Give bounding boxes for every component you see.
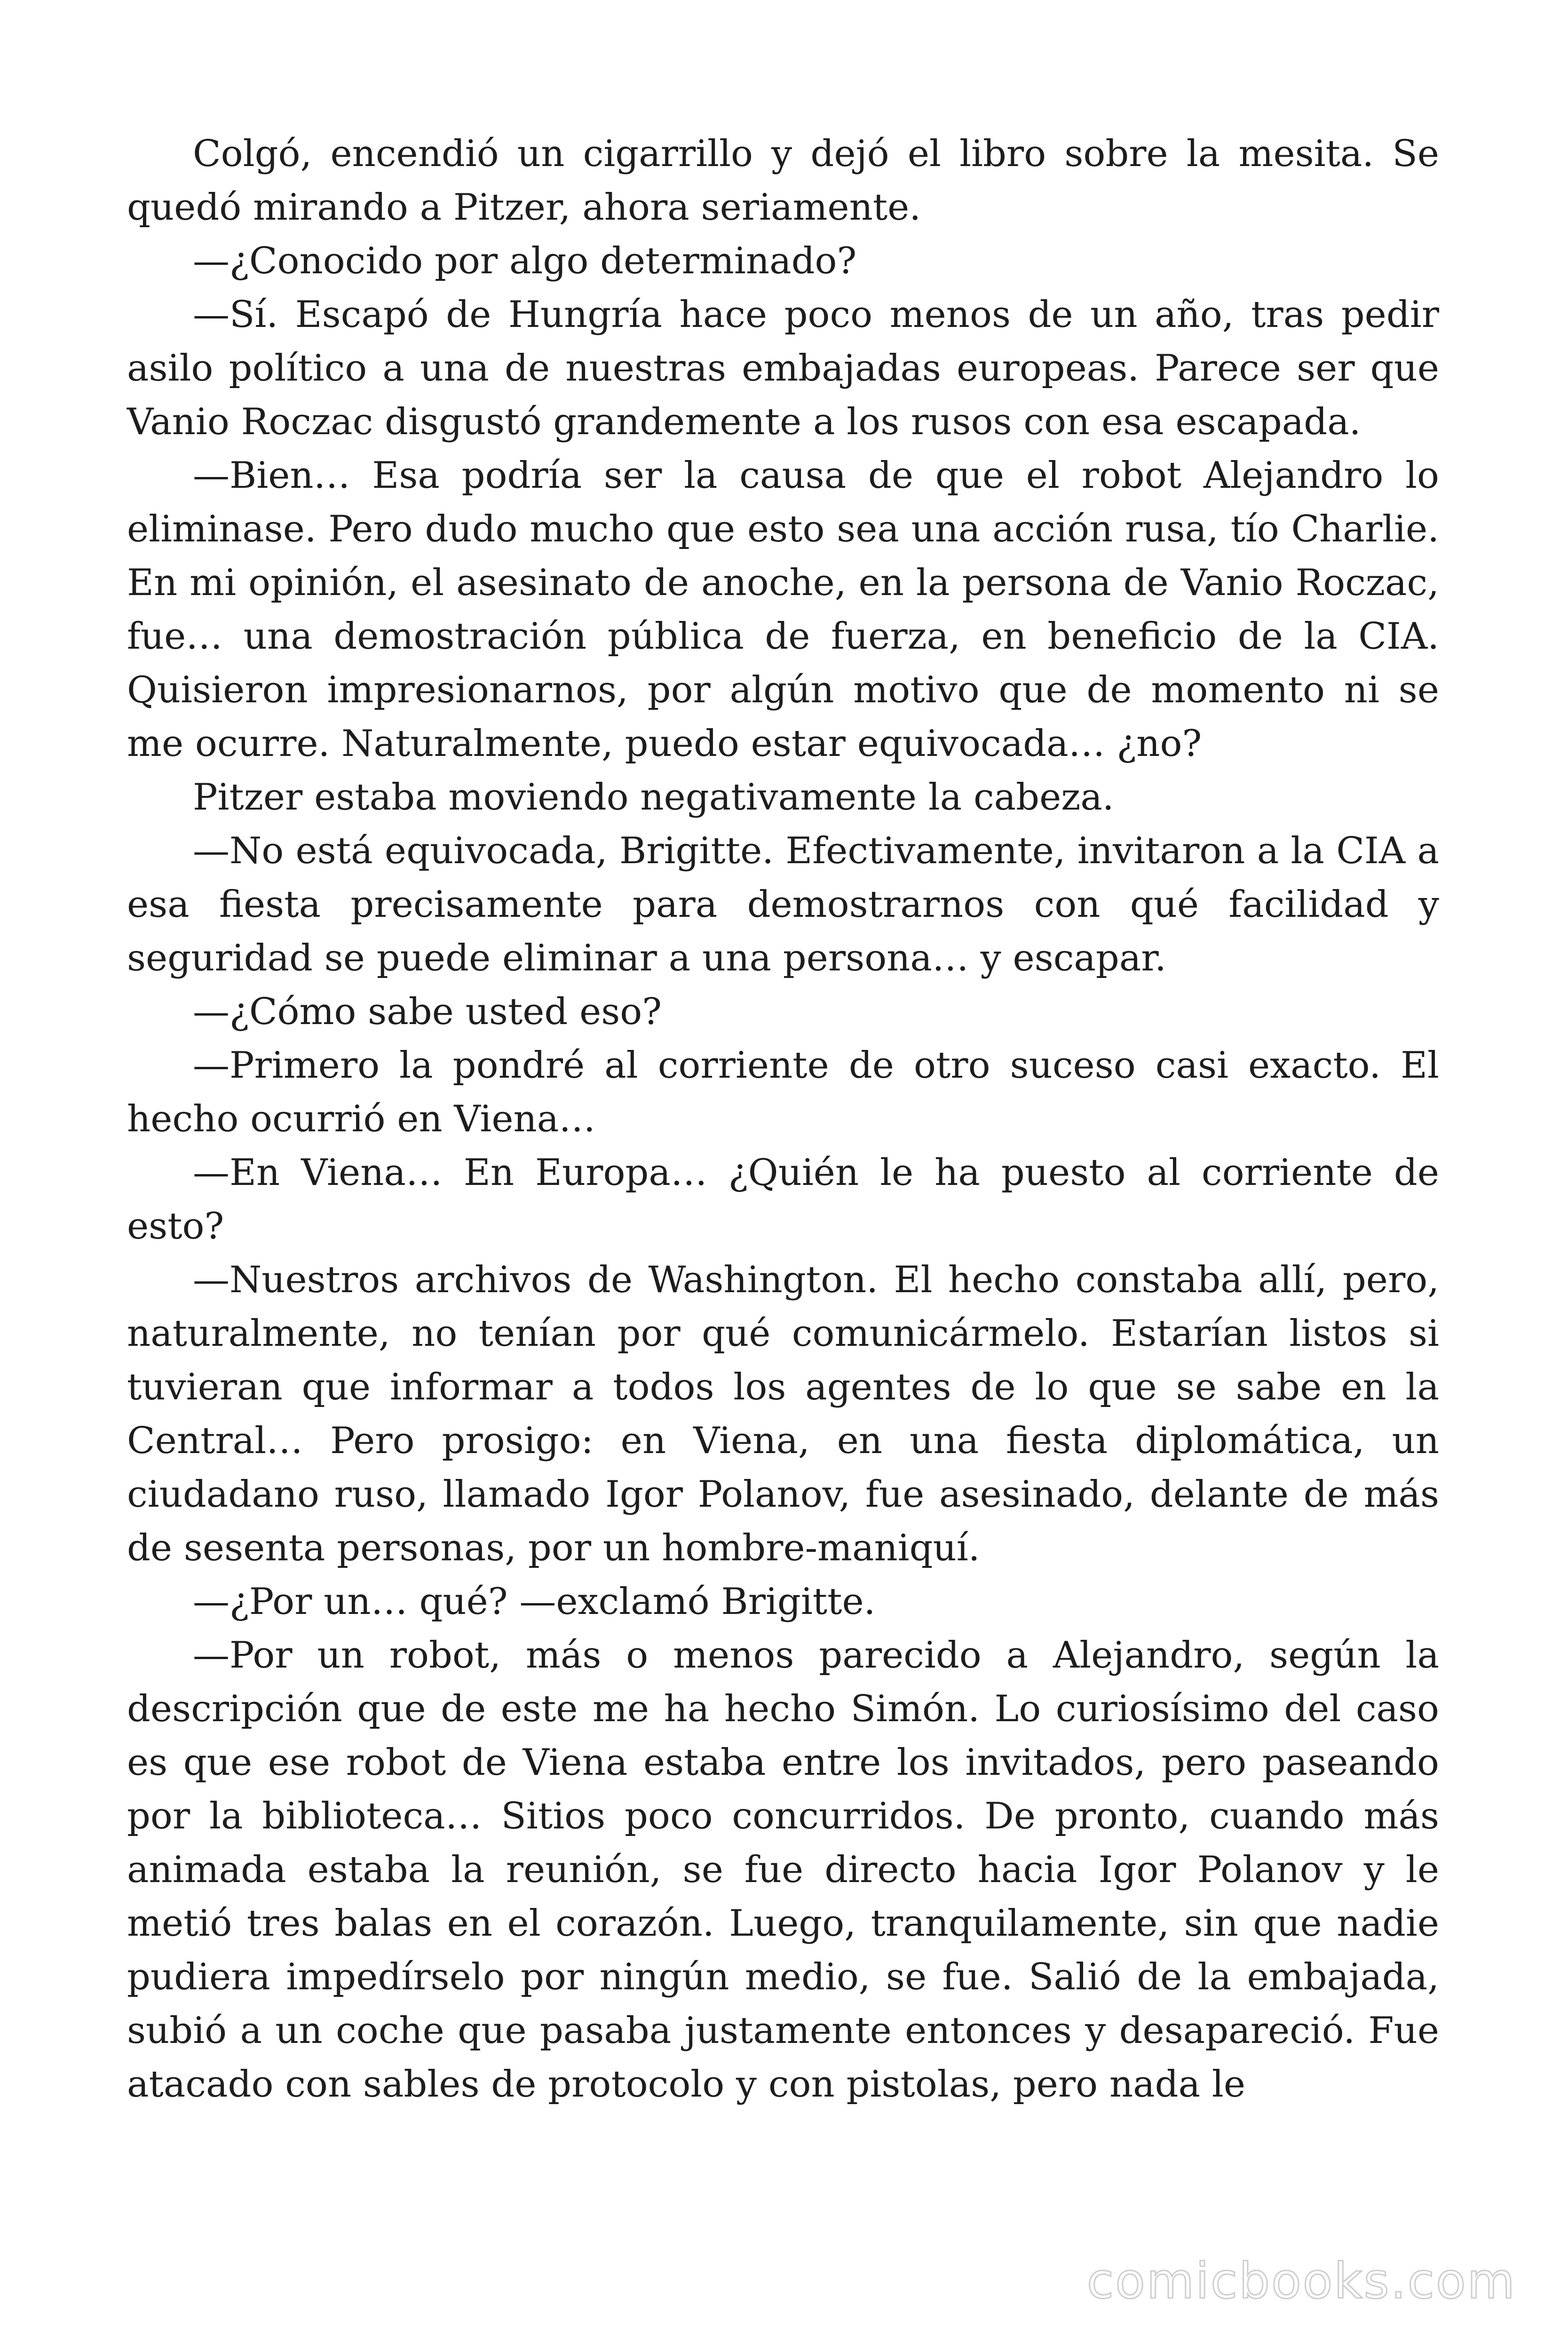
paragraph: —¿Conocido por algo determinado? <box>193 240 857 282</box>
paragraph: —Bien… Esa podría ser la causa de que el robot Alejandro lo eliminase. Pero dudo mucho que esto sea una acción rusa, tío Charlie. En mi opinión, el asesinato de anoche, en la persona de Vanio Roczac, fue… una demostración pública de fuerza, en beneficio de la CIA. Quisieron impresionarnos, por algún motivo que de momento ni se me ocurre. Naturalmente, puedo estar equivocada… ¿no? <box>127 454 1439 765</box>
paragraph: —¿Cómo sabe usted eso? <box>193 991 662 1033</box>
paragraph: Colgó, encendió un cigarrillo y dejó el libro sobre la mesita. Se quedó mirando a Pitzer, ahora seriamente. <box>127 133 1439 229</box>
paragraph: —Nuestros archivos de Washington. El hecho constaba allí, pero, naturalmente, no tenían por qué comunicármelo. Estarían listos si tuvieran que informar a todos los agentes de lo que se sabe en la Central… Pero prosigo: en Viena, en una fiesta diplomática, un ciudadano ruso, llamado Igor Polanov, fue asesinado, delante de más de sesenta personas, por un hombre-maniquí. <box>127 1259 1439 1569</box>
paragraph: —Por un robot, más o menos parecido a Alejandro, según la descripción que de este me ha hecho Simón. Lo curiosísimo del caso es que ese robot de Viena estaba entre los invitados, pero paseando por la biblioteca… Sitios poco concurridos. De pronto, cuando más animada estaba la reunión, se fue directo hacia Igor Polanov y le metió tres balas en el corazón. Luego, tranquilamente, sin que nadie pudiera impedírselo por ningún medio, se fue. Salió de la embajada, subió a un coche que pasaba justamente entonces y desapareció. Fue atacado con sables de protocolo y con pistolas, pero nada le <box>127 1634 1439 2106</box>
watermark-logo: comicbooks.com <box>1086 2252 1516 2310</box>
paragraph: —En Viena… En Europa… ¿Quién le ha puesto al corriente de esto? <box>127 1152 1439 1248</box>
paragraph: —No está equivocada, Brigitte. Efectivamente, invitaron a la CIA a esa fiesta precisamente para demostrarnos con qué facilidad y seguridad se puede eliminar a una persona… y escapar. <box>127 830 1439 979</box>
paragraph: Pitzer estaba moviendo negativamente la cabeza. <box>193 776 1114 818</box>
book-page <box>127 127 1439 2206</box>
paragraph: —¿Por un… qué? —exclamó Brigitte. <box>193 1581 876 1623</box>
paragraph: —Primero la pondré al corriente de otro suceso casi exacto. El hecho ocurrió en Viena… <box>127 1044 1439 1140</box>
paragraph: —Sí. Escapó de Hungría hace poco menos de un año, tras pedir asilo político a una de nuestras embajadas europeas. Parece ser que Vanio Roczac disgustó grandemente a los rusos con esa escapada. <box>127 294 1439 443</box>
